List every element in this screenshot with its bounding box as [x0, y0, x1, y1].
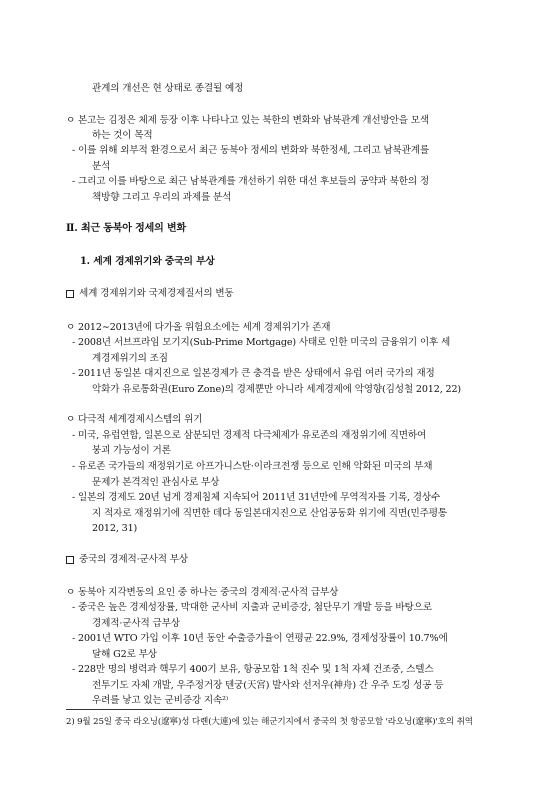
bullet-1: ㅇ 2012∼2013년에 다가올 위험요소에는 세계 경제위기가 존재: [66, 322, 331, 333]
bullet-3-sub2: - 2001년 WTO 가입 이후 10년 동안 수출증가율이 연평균 22.9%, 경제성장률이 10.7%에: [72, 633, 448, 644]
bullet-1-sub1-cont: 계경제위기의 조짐: [92, 353, 168, 364]
bullet-3-sub3-cont: 전투기도 자체 개발, 우주정거장 텐궁(天宮) 발사와 선저우(神舟) 간 우주 도킹 성공 등: [92, 680, 444, 691]
bullet-2-sub3-cont2: 2012, 31): [92, 523, 138, 534]
footnote-rule: [66, 709, 202, 710]
bullet-3-sub3: - 228만 명의 병력과 핵무기 400기 보유, 항공모함 1척 진수 및 1척 자체 건조중, 스텔스: [72, 664, 434, 675]
purpose-sub2-cont: 책방향 그리고 우리의 과제를 분석: [92, 192, 232, 203]
bullet-3-sub2-cont: 달해 G2로 부상: [92, 649, 157, 660]
bullet-3-sub3-cont2: 우려를 낳고 있는 군비증강 지속²⁾: [92, 695, 229, 706]
bullet-2-sub2: - 유로존 국가들의 재정위기로 아프가니스탄·이라크전쟁 등으로 인해 악화된 미국의 부채: [72, 461, 433, 472]
bullet-2-sub3-cont: 지 적자로 재정위기에 직면한 데다 동일본대지진으로 산업공동화 위기에 직면(민주평통: [92, 508, 448, 519]
bullet-3: ㅇ 동북아 지각변동의 요인 중 하나는 중국의 경제적·군사적 급부상: [66, 587, 339, 598]
bullet-1-sub2: - 2011년 동일본 대지진으로 일본경제가 큰 충격을 받은 상태에서 유럽 여러 국가의 재정: [72, 368, 435, 379]
purpose-sub1: - 이를 위해 외부적 환경으로서 최근 동북아 정세의 변화와 북한정세, 그리고 남북관계를: [72, 145, 430, 156]
footnote: 2) 9월 25일 중국 라오닝(遼寧)성 다롄(大連)에 있는 해군기지에서 중국의 첫 항공모함 '라오닝(遼寧)'호의 취역: [66, 717, 473, 727]
bullet-2-sub1-cont: 붕괴 가능성이 거론: [92, 445, 171, 456]
section-heading: Ⅱ. 최근 동북아 정세의 변화: [66, 223, 187, 234]
box-heading-1-text: 세계 경제위기와 국제경제질서의 변동: [79, 288, 234, 299]
bullet-2-sub2-cont: 문제가 본격적인 관심사로 부상: [92, 477, 220, 488]
bullet-2-sub1: - 미국, 유럽연합, 일본으로 삼분되던 경제적 다극체제가 유로존의 재정위기에 직면하여: [72, 430, 427, 441]
purpose-sub2: - 그리고 이를 바탕으로 최근 남북관계를 개선하기 위한 대선 후보들의 공약과 북한의 정: [72, 176, 430, 187]
bullet-2: ㅇ 다극적 세계경제시스템의 위기: [66, 414, 203, 425]
bullet-1-sub1: - 2008년 서브프라임 모기지(Sub-Prime Mortgage) 사태로 인한 미국의 금융위기 이후 세: [72, 337, 451, 348]
purpose-bullet-cont: 하는 것이 목적: [92, 130, 153, 141]
box-heading-2: [66, 553, 188, 566]
purpose-sub1-cont: 분석: [92, 161, 111, 172]
subsection-heading: 1. 세계 경제위기와 중국의 부상: [80, 256, 215, 267]
bullet-1-sub2-cont: 악화가 유로통화권(Euro Zone)의 경제뿐만 아니라 세계경제에 악영향(김성철 2012, 22): [92, 384, 462, 395]
intro-tail-line: 관계의 개선은 현 상태로 종결될 예정: [92, 83, 244, 94]
purpose-bullet: ㅇ 본고는 김정은 체제 등장 이후 나타나고 있는 북한의 변화와 남북관계 개선방안을 모색: [66, 115, 430, 126]
checkbox-square-icon: [66, 556, 74, 564]
box-heading-1: [66, 287, 234, 300]
bullet-3-sub1-cont: 경제적·군사적 급부상: [92, 618, 180, 629]
bullet-3-sub1: - 중국은 높은 경제성장률, 막대한 군사비 지출과 군비증강, 첨단무기 개발 등을 바탕으로: [72, 602, 432, 613]
bullet-2-sub3: - 일본의 경제도 20년 넘게 경제침체 지속되어 2011년 31년만에 무역적자를 기록, 경상수: [72, 492, 441, 503]
box-heading-2-text: 중국의 경제적·군사적 부상: [79, 554, 188, 565]
checkbox-square-icon: [66, 290, 74, 298]
